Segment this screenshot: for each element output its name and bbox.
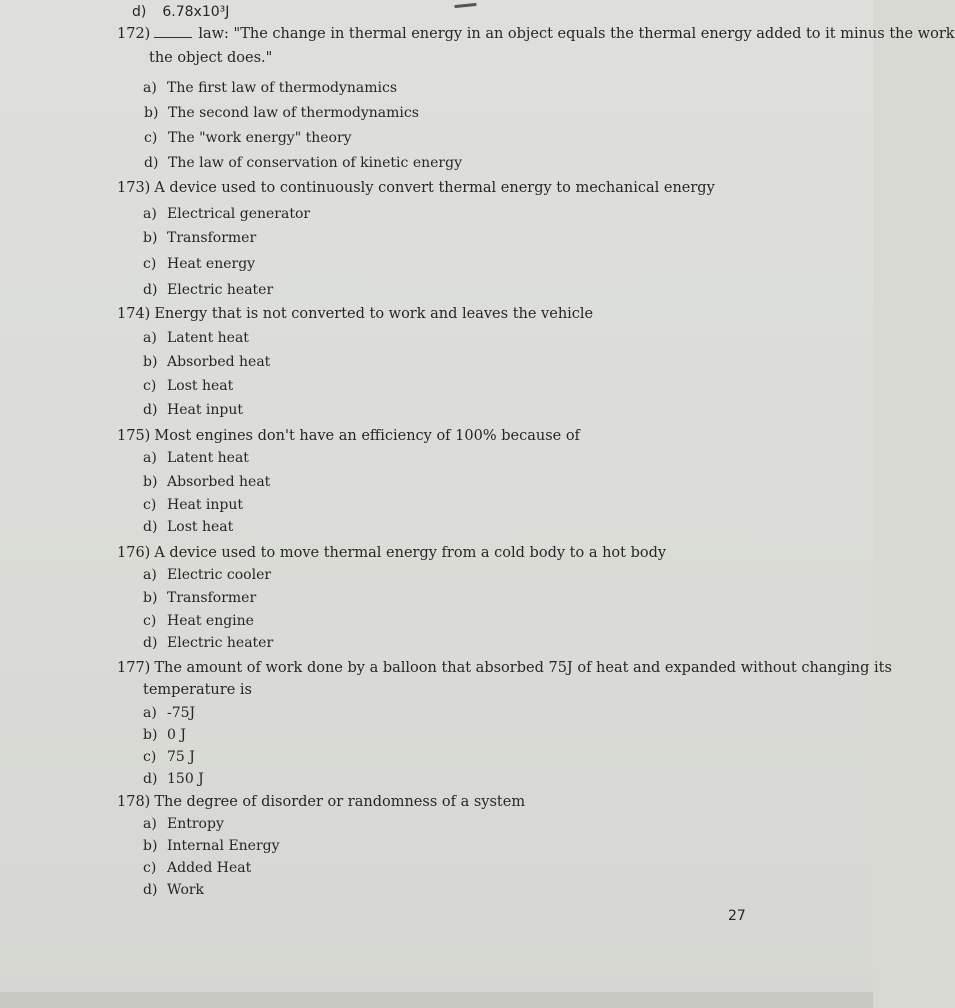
option-a: a) The first law of thermodynamics [143, 80, 398, 96]
option-d: d) Electric heater [143, 635, 274, 651]
question-number: 177) [117, 660, 151, 676]
option-d: d) 150 J [143, 771, 204, 787]
option-a: a) -75J [143, 705, 196, 721]
page-number: 27 [728, 908, 746, 924]
question-175 [117, 428, 580, 444]
option-b: b) 0 J [143, 727, 186, 743]
option-c: c) 75 J [143, 749, 195, 765]
option-c: c) The "work energy" theory [144, 130, 352, 146]
option-d: d) Lost heat [143, 519, 234, 535]
question-178 [117, 794, 525, 810]
option-b: b) Transformer [143, 230, 257, 246]
option-a: a) Latent heat [143, 450, 249, 466]
question-176 [117, 545, 666, 561]
option-d: d) The law of conservation of kinetic energy [144, 155, 462, 171]
pen-mark [454, 3, 477, 18]
question-173 [117, 180, 715, 196]
option-c: c) Heat engine [143, 613, 254, 629]
question-172 [117, 26, 955, 42]
question-text: Most engines don't have an efficiency of 100% because of [154, 428, 580, 444]
option-text: 6.78x10³J [162, 4, 230, 20]
option-c: c) Heat energy [143, 256, 256, 272]
question-continuation: the object does." [149, 50, 273, 66]
question-text: The amount of work done by a balloon that absorbed 75J of heat and expanded without changing its [154, 660, 892, 676]
question-174 [117, 306, 593, 322]
question-177 [117, 660, 892, 676]
option-a: a) Electric cooler [143, 567, 272, 583]
option-a: a) Entropy [143, 816, 224, 832]
question-text: Energy that is not converted to work and leaves the vehicle [154, 306, 594, 322]
option-b: b) Absorbed heat [143, 354, 271, 370]
option-a: a) Electrical generator [143, 206, 311, 222]
question-text: law: "The change in thermal energy in an object equals the thermal energy added to it minus the work [198, 26, 955, 42]
question-number: 176) [117, 545, 151, 561]
option-b: b) Transformer [143, 590, 257, 606]
option-c: c) Heat input [143, 497, 244, 513]
option-b: b) Internal Energy [143, 838, 280, 854]
option-b: b) The second law of thermodynamics [144, 105, 419, 121]
question-text: The degree of disorder or randomness of a system [154, 794, 526, 810]
option-d: d) Work [143, 882, 205, 898]
question-continuation: temperature is [143, 682, 252, 698]
option-b: b) Absorbed heat [143, 474, 271, 490]
option-d: d) Electric heater [143, 282, 274, 298]
question-number: 175) [117, 428, 151, 444]
page-bottom-edge [0, 992, 873, 1008]
answer-blank [154, 37, 192, 38]
option-c: c) Added Heat [143, 860, 252, 876]
question-number: 172) [117, 26, 151, 42]
option-label: d) [132, 4, 147, 20]
question-number: 174) [117, 306, 151, 322]
question-number: 178) [117, 794, 151, 810]
question-number: 173) [117, 180, 151, 196]
question-text: A device used to continuously convert thermal energy to mechanical energy [154, 180, 715, 196]
option-c: c) Lost heat [143, 378, 234, 394]
option-a: a) Latent heat [143, 330, 249, 346]
option-d: d) Heat input [143, 402, 244, 418]
previous-question-option [132, 4, 229, 20]
question-text: A device used to move thermal energy from a cold body to a hot body [154, 545, 667, 561]
